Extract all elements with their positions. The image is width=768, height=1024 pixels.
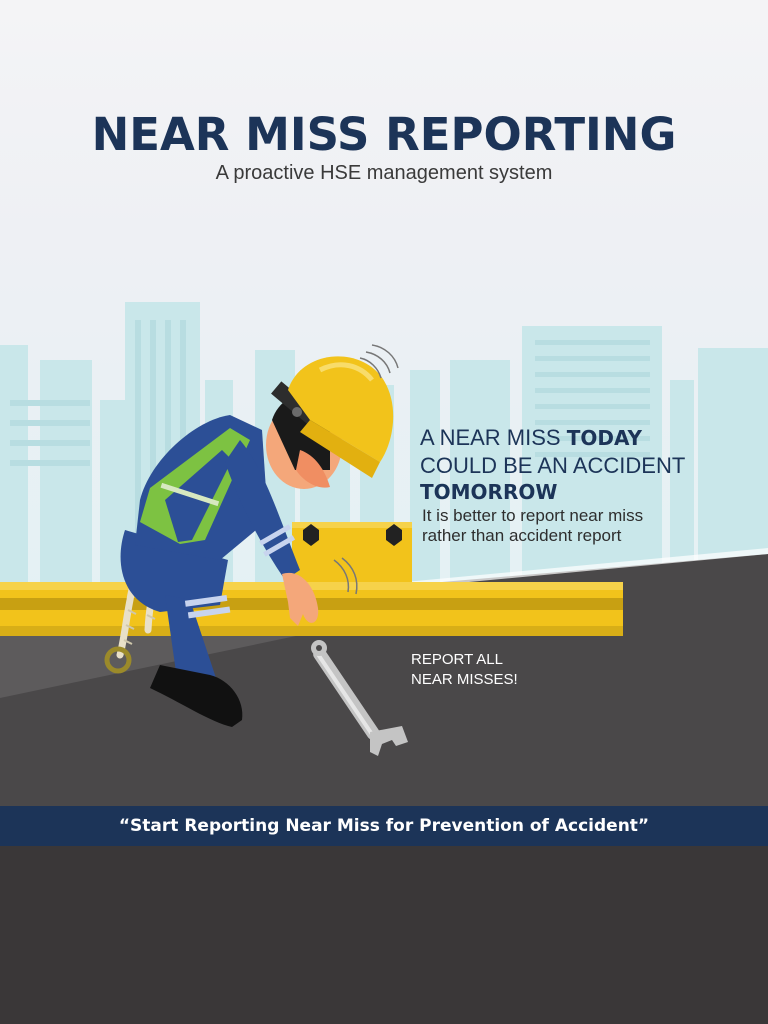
page-title: NEAR MISS REPORTING <box>91 108 677 161</box>
headline-emphasis-tomorrow: TOMORROW <box>420 480 558 504</box>
page-subtitle: A proactive HSE management system <box>215 162 553 184</box>
report-callout <box>411 650 611 690</box>
headline-emphasis-today: TODAY <box>566 426 643 450</box>
headline-line1: A NEAR MISS <box>420 425 567 450</box>
advice-line1: It is better to report near miss <box>422 506 644 525</box>
wrench-icon <box>311 640 408 756</box>
advice-line2: rather than accident report <box>422 526 622 545</box>
slogan-text: “Start Reporting Near Miss for Prevention of Accident” <box>118 816 650 836</box>
report-callout-line1: REPORT ALL <box>411 651 503 668</box>
slogan-banner <box>0 806 768 846</box>
advice-text <box>422 506 752 546</box>
report-callout-line2: NEAR MISSES! <box>411 671 518 688</box>
bottom-area <box>0 846 768 1024</box>
headline <box>420 424 760 506</box>
scene-illustration <box>0 340 768 780</box>
headline-line2: COULD BE AN ACCIDENT <box>420 453 686 478</box>
